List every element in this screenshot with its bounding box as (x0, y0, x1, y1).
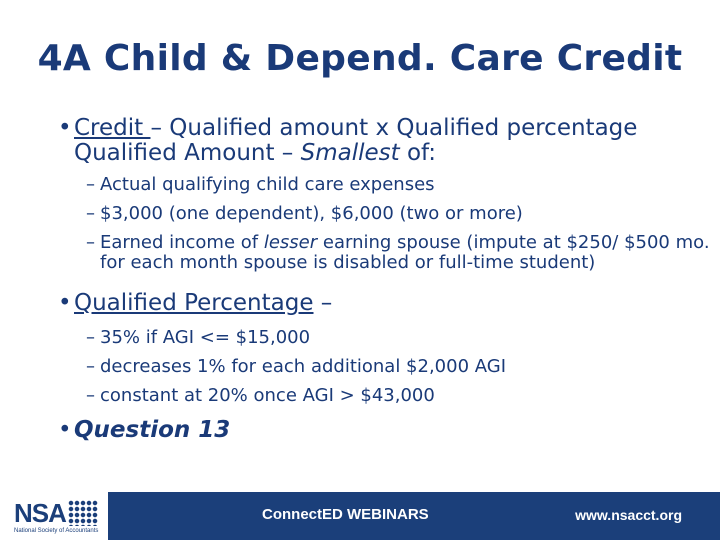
footer-bar (0, 492, 720, 540)
sub-item-text: 35% if AGI <= $15,000 (100, 327, 311, 348)
credit-definition: – Qualified amount x Qualified percentage (150, 115, 638, 141)
question-text: Question 13 (74, 417, 231, 443)
sub-item-decreases (40, 357, 710, 377)
logo-text: NSA (14, 498, 66, 528)
sub-item-dollar-limits (40, 204, 710, 224)
dash-icon: – (86, 385, 95, 406)
dash-icon: – (86, 203, 95, 224)
qualified-percentage-dash: – (313, 290, 333, 316)
bullet-credit (40, 116, 710, 166)
nsa-logo (0, 492, 108, 540)
dash-icon: – (86, 356, 95, 377)
bullet-icon: • (58, 417, 72, 443)
qualified-amount-prefix: Qualified Amount – (74, 140, 301, 166)
footer-website-link[interactable]: www.nsacct.org (575, 507, 682, 523)
bullet-icon: • (58, 115, 72, 141)
earned-income-prefix: Earned income of (100, 232, 264, 253)
bullet-qualified-percentage (40, 291, 710, 316)
sub-item-earned-income (40, 233, 710, 273)
sub-item-text: constant at 20% once AGI > $43,000 (100, 385, 435, 406)
sub-item-35-percent (40, 328, 710, 348)
bullet-icon: • (58, 290, 72, 316)
earned-income-emphasis: lesser (263, 232, 318, 253)
logo-subtext: National Society of Accountants (14, 528, 99, 534)
sub-item-text: $3,000 (one dependent), $6,000 (two or more) (100, 203, 523, 224)
sub-item-text: Actual qualifying child care expenses (100, 174, 435, 195)
footer-webinars-label: ConnectED WEBINARS (262, 506, 429, 523)
slide-body (40, 116, 710, 443)
dash-icon: – (86, 232, 95, 253)
qualified-amount-suffix: of: (399, 140, 437, 166)
qualified-percentage-term: Qualified Percentage (74, 290, 314, 316)
logo-dots-icon (68, 500, 98, 526)
dash-icon: – (86, 327, 95, 348)
sub-item-expenses (40, 175, 710, 195)
slide-title: 4A Child & Depend. Care Credit (37, 38, 683, 79)
dash-icon: – (86, 174, 95, 195)
sub-item-text: decreases 1% for each additional $2,000 AGI (100, 356, 507, 377)
earned-income-suffix: earning spouse (impute at $250/ $500 mo. for each month spouse is disabled or full-time student) (100, 232, 710, 273)
credit-term: Credit (74, 115, 151, 141)
qualified-amount-emphasis: Smallest (300, 140, 400, 166)
sub-item-constant (40, 386, 710, 406)
bullet-question (40, 418, 710, 443)
